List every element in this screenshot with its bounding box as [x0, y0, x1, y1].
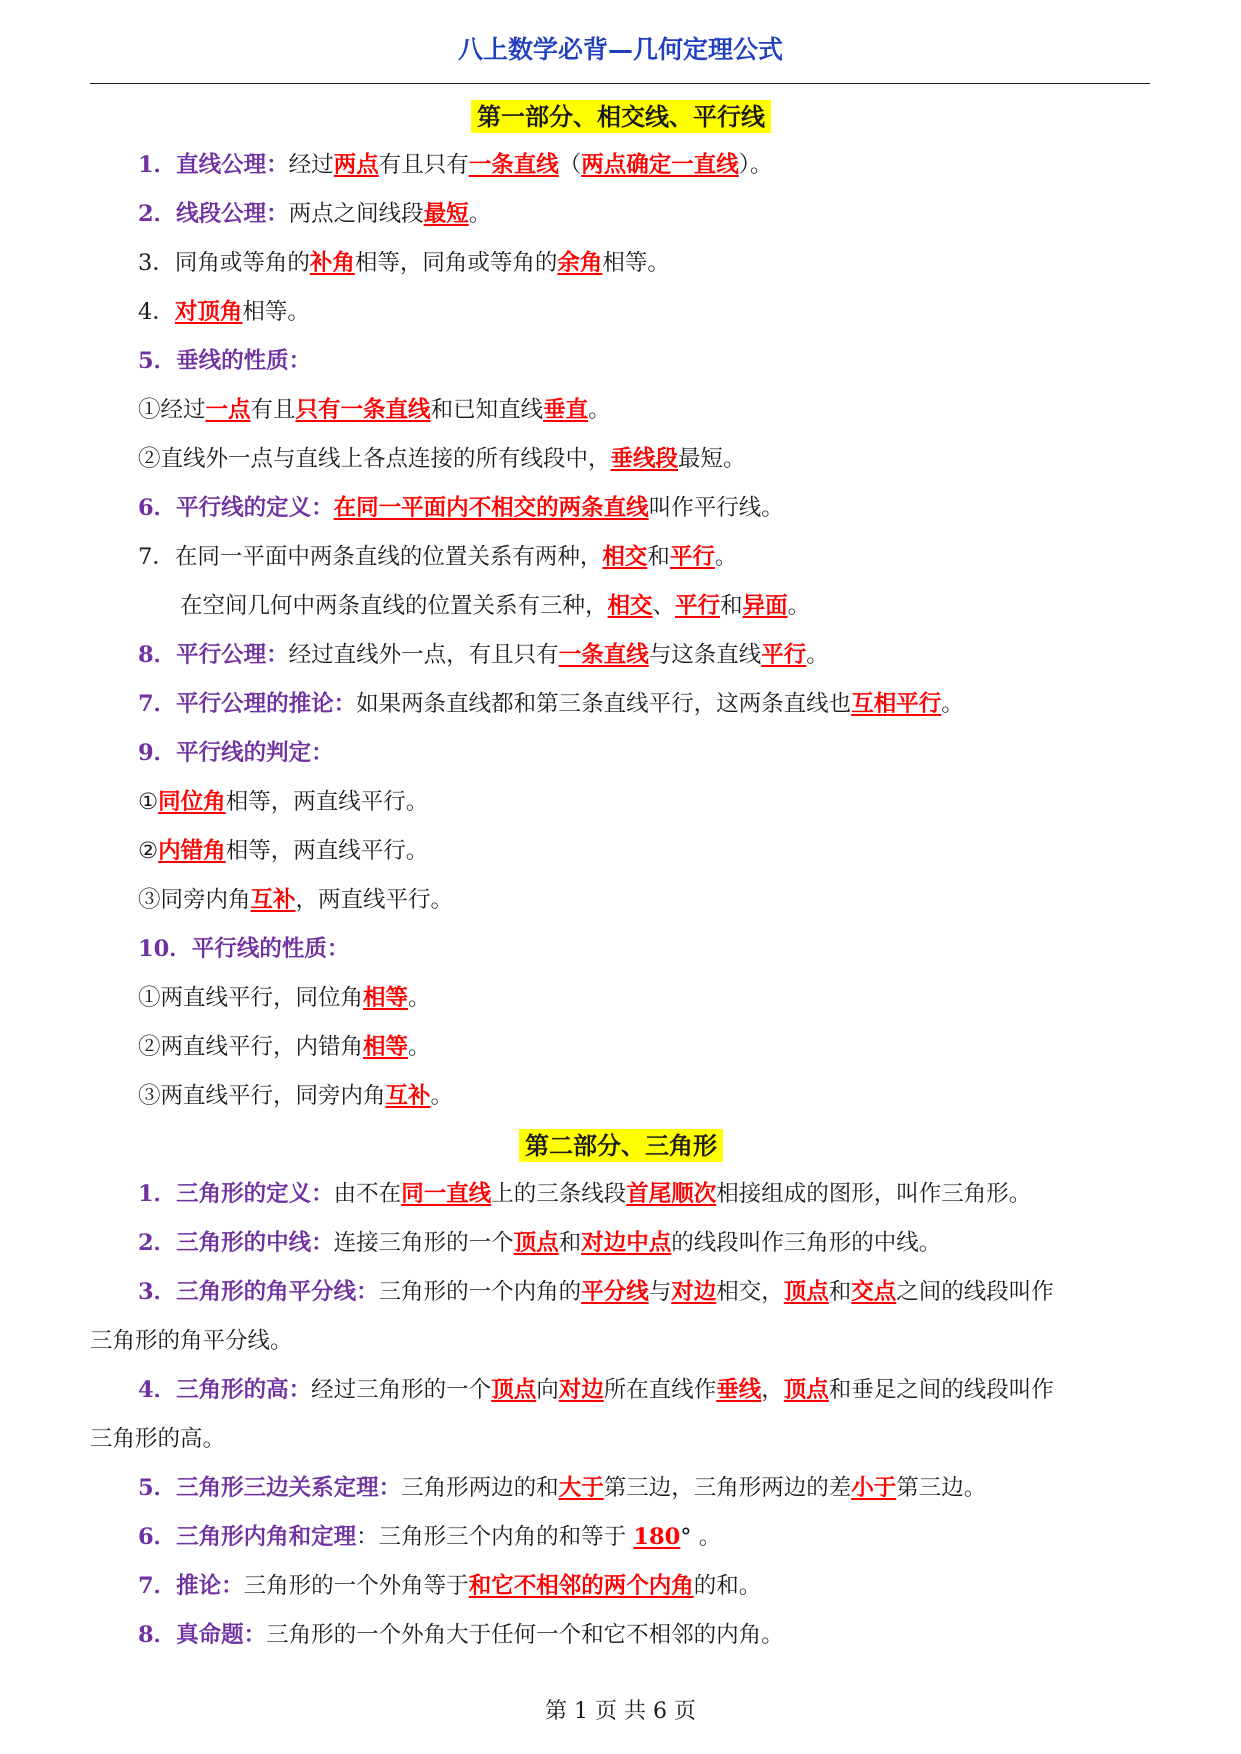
tri-7-corollary: 7．推论：三角形的一个外角等于和它不相邻的两个内角的和。 — [138, 1573, 762, 1599]
item-9-parallel-criteria: 9．平行线的判定： — [138, 740, 334, 766]
document-body — [90, 92, 1152, 1660]
item-2-segment-axiom: 2．线段公理：两点之间线段最短。 — [138, 201, 492, 227]
item-3-angles: 3．同角或等角的补角相等，同角或等角的余角相等。 — [138, 250, 670, 276]
item-5-perpendicular: 5．垂线的性质： — [138, 348, 312, 374]
item-6-parallel-definition: 6．平行线的定义：在同一平面内不相交的两条直线叫作平行线。 — [138, 495, 784, 521]
section-1-heading: 第一部分、相交线、平行线 — [90, 92, 1152, 141]
item-10-sub-a: ①两直线平行，同位角相等。 — [138, 985, 431, 1011]
item-9-sub-b: ②内错角相等，两直线平行。 — [138, 838, 429, 864]
tri-8-true-proposition: 8．真命题：三角形的一个外角大于任何一个和它不相邻的内角。 — [138, 1622, 784, 1648]
page-header-title: 八上数学必背—几何定理公式 — [457, 35, 783, 64]
tri-4-altitude-line1: 4．三角形的高：经过三角形的一个顶点向对边所在直线作垂线，顶点和垂足之间的线段叫作 — [138, 1377, 1054, 1403]
item-1-line-axiom: 1．直线公理：经过两点有且只有一条直线（两点确定一直线）。 — [138, 152, 773, 178]
item-9-sub-c: ③同旁内角互补，两直线平行。 — [138, 887, 454, 913]
tri-1-definition: 1．三角形的定义：由不在同一直线上的三条线段首尾顺次相接组成的图形，叫作三角形。 — [138, 1181, 1032, 1207]
item-7-plane-relations: 7．在同一平面中两条直线的位置关系有两种，相交和平行。 — [138, 544, 738, 570]
item-8-parallel-axiom: 8．平行公理：经过直线外一点，有且只有一条直线与这条直线平行。 — [138, 642, 829, 668]
item-10-sub-b: ②两直线平行，内错角相等。 — [138, 1034, 431, 1060]
item-5-sub-a: ①经过一点有且只有一条直线和已知直线垂直。 — [138, 397, 611, 423]
item-5-sub-b: ②直线外一点与直线上各点连接的所有线段中，垂线段最短。 — [138, 446, 746, 472]
item-9-sub-a: ①同位角相等，两直线平行。 — [138, 789, 429, 815]
tri-3-bisector-line2: 三角形的角平分线。 — [90, 1328, 293, 1354]
item-parallel-corollary: 7．平行公理的推论：如果两条直线都和第三条直线平行，这两条直线也互相平行。 — [138, 691, 964, 717]
tri-6-angle-sum: 6．三角形内角和定理：三角形三个内角的和等于 180° 。 — [138, 1524, 722, 1550]
item-10-sub-c: ③两直线平行，同旁内角互补。 — [138, 1083, 454, 1109]
item-7-space-relations: 在空间几何中两条直线的位置关系有三种，相交、平行和异面。 — [180, 593, 811, 619]
tri-4-altitude-line2: 三角形的高。 — [90, 1426, 226, 1452]
page-footer-number: 第 1 页 共 6 页 — [545, 1699, 696, 1724]
section-2-heading: 第二部分、三角形 — [90, 1121, 1152, 1170]
tri-3-bisector-line1: 3．三角形的角平分线：三角形的一个内角的平分线与对边相交，顶点和交点之间的线段叫作 — [138, 1279, 1054, 1305]
tri-5-side-relation: 5．三角形三边关系定理：三角形两边的和大于第三边，三角形两边的差小于第三边。 — [138, 1475, 987, 1501]
header-divider — [90, 83, 1150, 84]
item-10-parallel-properties: 10．平行线的性质： — [138, 936, 350, 962]
item-4-vertical-angles: 4．对顶角相等。 — [138, 299, 310, 325]
tri-2-median: 2．三角形的中线：连接三角形的一个顶点和对边中点的线段叫作三角形的中线。 — [138, 1230, 942, 1256]
